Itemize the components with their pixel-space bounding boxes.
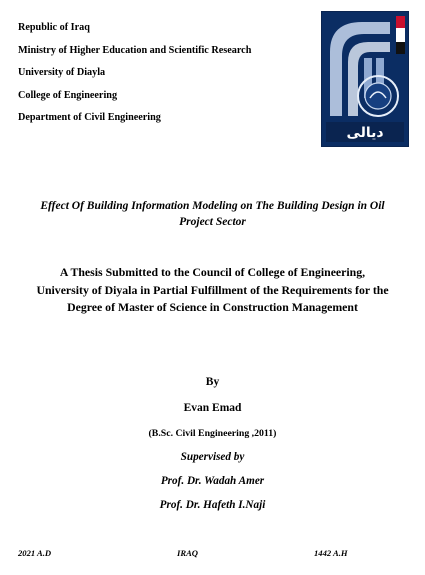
footer-country: IRAQ — [177, 548, 199, 558]
footer-year-ad: 2021 A.D — [18, 548, 52, 558]
country-line: Republic of Iraq — [18, 22, 90, 33]
thesis-statement-line-2: University of Diyala in Partial Fulfillment of the Requirements for the — [36, 282, 389, 297]
thesis-title-line-2: Project Sector — [179, 216, 246, 228]
by-label: By — [205, 376, 220, 388]
author-name: Evan Emad — [183, 402, 242, 414]
supervised-label: Supervised by — [180, 451, 245, 463]
supervisor-1: Prof. Dr. Wadah Amer — [160, 475, 265, 487]
logo-text: ديالى — [346, 125, 384, 141]
institution-header — [18, 17, 251, 130]
college-line: College of Engineering — [18, 89, 118, 101]
thesis-statement-line-3: Degree of Master of Science in Construction Management — [67, 300, 358, 314]
footer-year-ah: 1442 A.H — [314, 548, 348, 558]
university-logo — [321, 11, 409, 147]
thesis-statement — [0, 264, 425, 317]
supervisor-2: Prof. Dr. Hafeth I.Naji — [159, 499, 266, 511]
university-emblem-icon — [322, 12, 408, 146]
department-line: Department of Civil Engineering — [18, 112, 161, 123]
thesis-statement-line-1: A Thesis Submitted to the Council of College of Engineering, — [59, 265, 366, 279]
university-line: University of Diayla — [18, 67, 106, 78]
ministry-line: Ministry of Higher Education and Scientific Research — [18, 44, 252, 56]
author-degree: (B.Sc. Civil Engineering ,2011) — [148, 428, 277, 439]
thesis-title-line-1: Effect Of Building Information Modeling on The Building Design in Oil — [40, 200, 385, 212]
thesis-title — [0, 198, 425, 230]
